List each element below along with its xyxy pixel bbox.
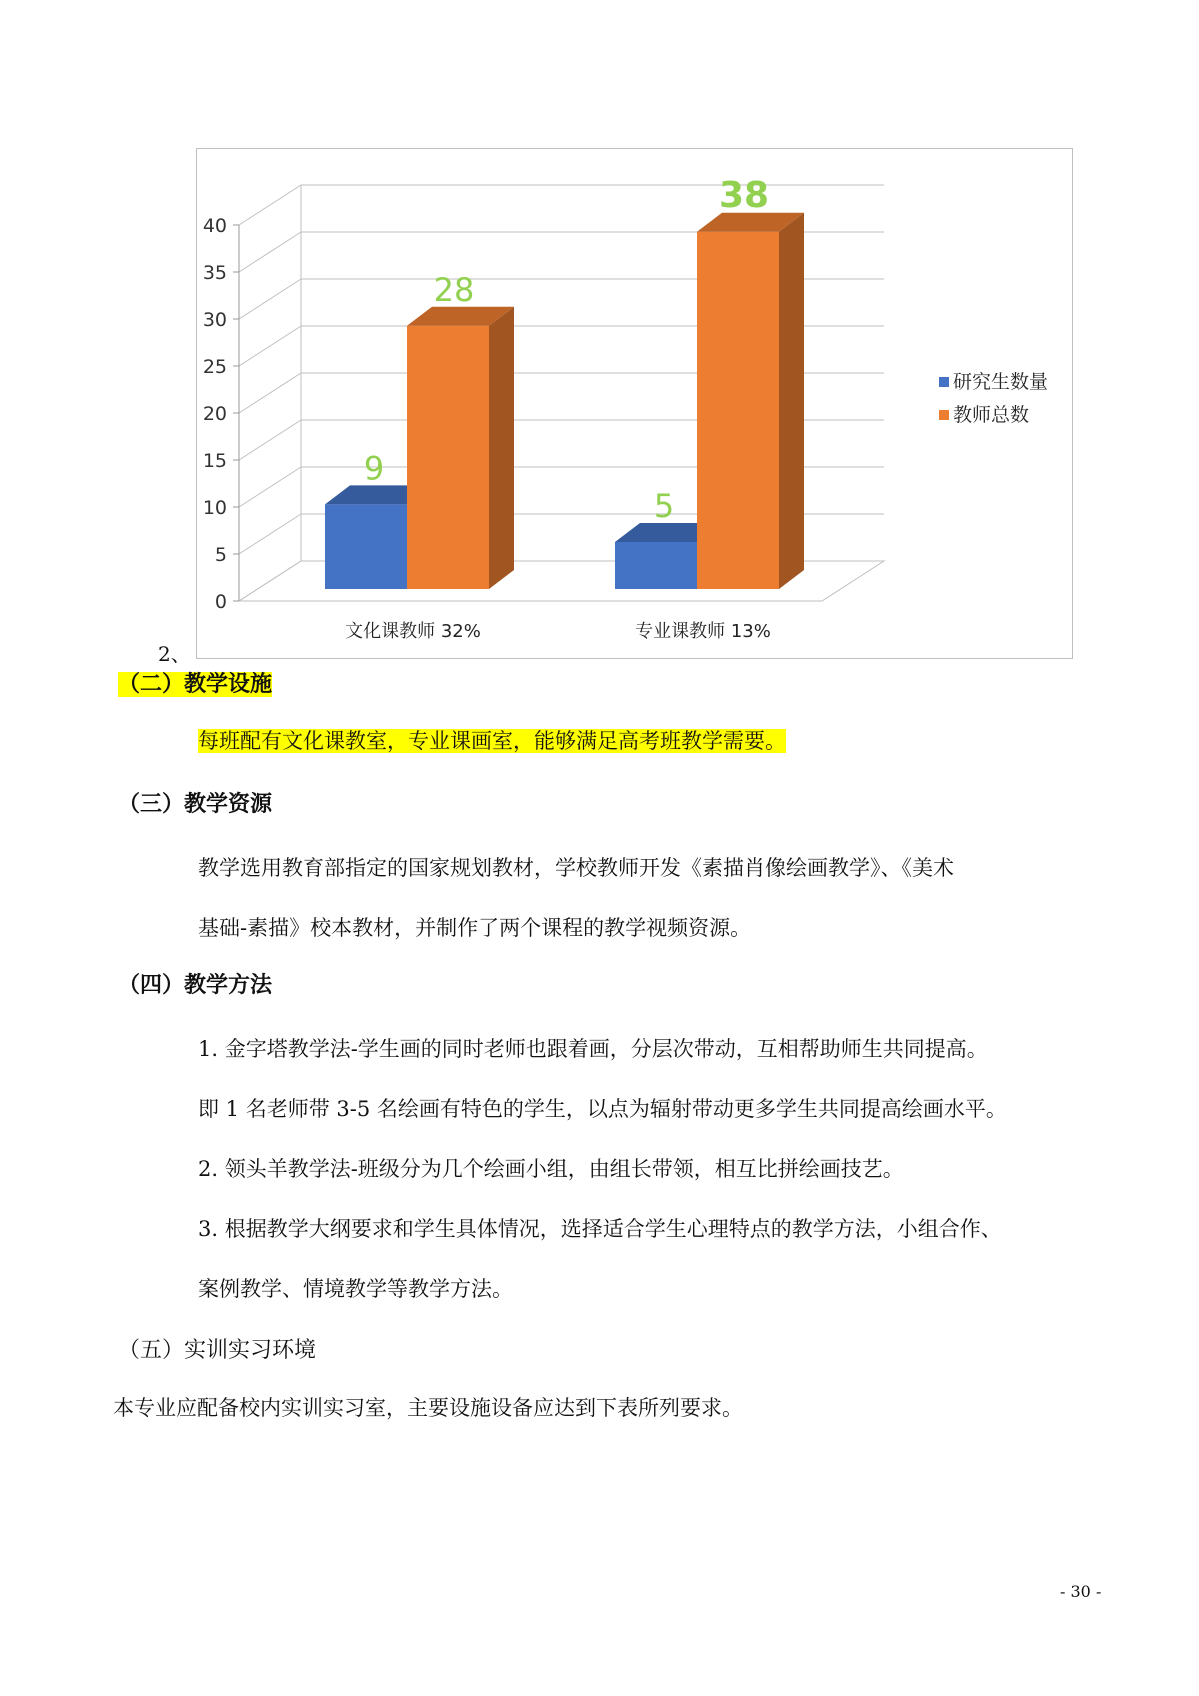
list-marker: 2、 — [158, 642, 191, 666]
legend-swatch — [939, 410, 949, 420]
legend-swatch — [939, 377, 949, 387]
methods-text-line-2: 即 1 名老师带 3-5 名绘画有特色的学生，以点为辐射带动更多学生共同提高绘画水平。 — [198, 1097, 1007, 1121]
page-number: - 30 - — [1060, 1582, 1102, 1601]
chart-container — [196, 148, 1073, 659]
data-label: 28 — [433, 270, 475, 309]
methods-text-line-1: 1. 金字塔教学法-学生画的同时老师也跟着画，分层次带动，互相帮助师生共同提高。 — [198, 1037, 988, 1061]
side-gridline — [239, 561, 301, 601]
bar-side-2-2 — [779, 213, 804, 589]
y-tick-label: 20 — [202, 403, 227, 425]
y-tick-label: 40 — [202, 215, 227, 237]
section-heading-methods: （四）教学方法 — [118, 973, 273, 998]
data-label: 38 — [718, 174, 770, 216]
side-gridline — [239, 185, 301, 225]
bar-2-1 — [407, 326, 489, 589]
y-tick-label: 0 — [214, 591, 227, 613]
section-heading-facilities: （二）教学设施 — [118, 672, 273, 697]
x-tick-label: 文化课教师 32% — [345, 621, 481, 642]
y-tick-label: 30 — [202, 309, 227, 331]
methods-text-line-4: 3. 根据教学大纲要求和学生具体情况，选择适合学生心理特点的教学方法，小组合作、 — [198, 1217, 1002, 1241]
bar-chart — [197, 149, 1074, 660]
resources-text-line-2: 基础-素描》校本教材，并制作了两个课程的教学视频资源。 — [198, 916, 752, 940]
side-gridline — [239, 467, 301, 507]
bar-side-2-1 — [489, 307, 514, 589]
side-gridline — [239, 279, 301, 319]
side-gridline — [239, 373, 301, 413]
data-label: 9 — [363, 449, 385, 488]
y-tick-label: 5 — [214, 544, 227, 566]
side-gridline — [239, 514, 301, 554]
y-tick-label: 15 — [202, 450, 227, 472]
facilities-text: 每班配有文化课教室，专业课画室，能够满足高考班教学需要。 — [198, 729, 786, 753]
side-gridline — [239, 420, 301, 460]
bar-2-2 — [697, 232, 779, 589]
training-text: 本专业应配备校内实训实习室，主要设施设备应达到下表所列要求。 — [113, 1396, 743, 1420]
section-heading-resources: （三）教学资源 — [118, 792, 273, 817]
side-gridline — [239, 326, 301, 366]
y-tick-label: 35 — [202, 262, 227, 284]
bar-1-2 — [615, 542, 697, 589]
side-gridline — [239, 232, 301, 272]
y-tick-label: 25 — [202, 356, 227, 378]
section-heading-training: （五）实训实习环境 — [118, 1338, 317, 1363]
x-tick-label: 专业课教师 13% — [635, 621, 771, 642]
methods-text-line-5: 案例教学、情境教学等教学方法。 — [198, 1277, 513, 1301]
bar-1-1 — [325, 504, 407, 589]
data-label: 5 — [653, 487, 675, 525]
resources-text-line-1: 教学选用教育部指定的国家规划教材，学校教师开发《素描肖像绘画教学》、《美术 — [198, 856, 954, 880]
methods-text-line-3: 2. 领头羊教学法-班级分为几个绘画小组，由组长带领，相互比拼绘画技艺。 — [198, 1157, 904, 1181]
y-tick-label: 10 — [202, 497, 227, 519]
legend-label: 教师总数 — [953, 404, 1030, 426]
legend-label: 研究生数量 — [953, 371, 1049, 393]
